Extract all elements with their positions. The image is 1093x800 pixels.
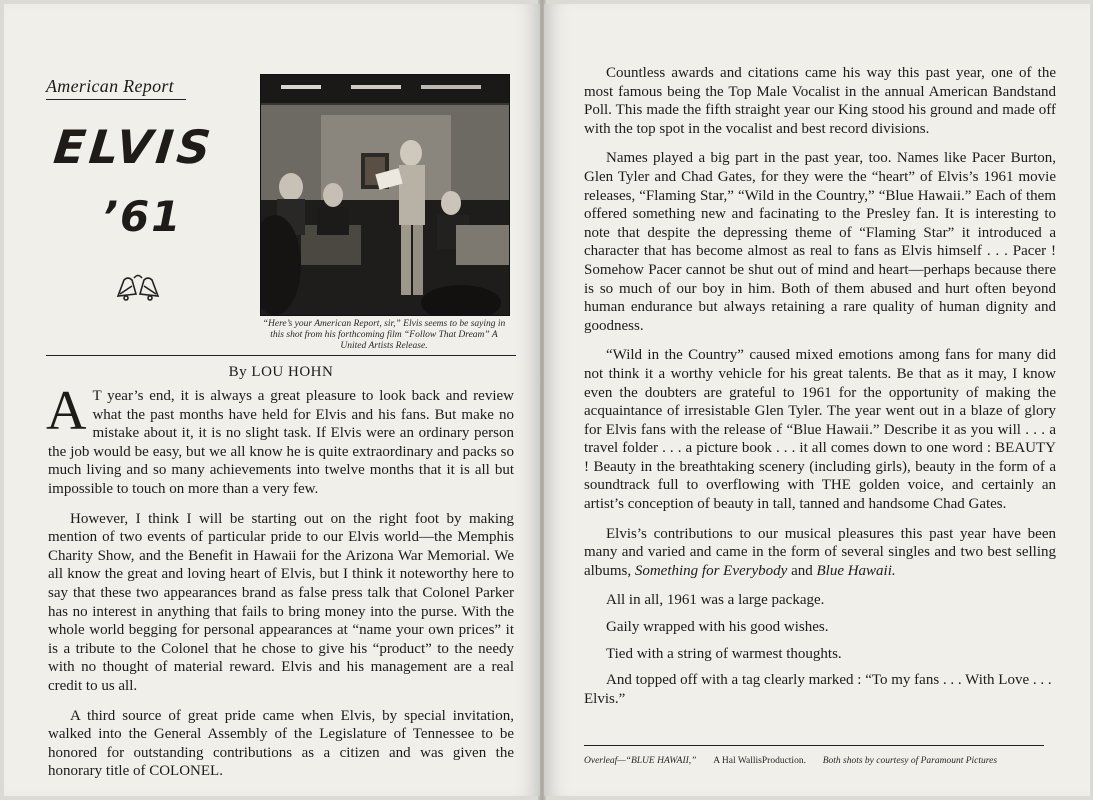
paragraph-text: T year’s end, it is always a great pleasure to look back and review what the past months have held for Elvis and his fans. But make no mistake about it, it is no slight task. If Elvis were an ordinary person the job would be easy, but we all know he is quite extraordinary and packs so much living and so many achievements into twelve months that it is all but impossible to touch on more than a very few. [48,388,514,497]
albums-intro: Elvis’s contributions to our musical pleasures this past year have been many and varied and came in the form of several singles and two best selling albums, [584,525,1056,579]
photo-caption: “Here’s your American Report, sir,” Elvis seems to be saying in this shot from his forthcoming film “Follow That Dream” A United Artists Release. [262,319,506,351]
paragraph [46,380,514,499]
article-year: ’61 [102,192,183,241]
section-divider [46,355,516,356]
paragraph [584,525,1056,581]
closing-line: Tied with a string of warmest thoughts. [606,645,842,662]
section-label: American Report [46,76,186,100]
article-body-left [46,380,514,792]
footer-credits: Both shots by courtesy of Paramount Pictures [822,756,998,766]
photo-credits-footer [584,756,1054,766]
bell-ornament-icon [112,272,164,307]
paragraph: A third source of great pride came when Elvis, by special invitation, walked into the General Assembly of the Legislature of Tennessee to be honored for outstanding contributions as a citizen and was given the honorary title of COLONEL. [48,707,514,780]
article-title: ELVIS [51,120,218,174]
paragraph: “Wild in the Country” caused mixed emotions among fans for many did not think it a worthy vehicle for his great talents. Be that as it may, I know even the doubters are grateful to 1961 for the opportunity of making the acquaintance of irresistable Glen Tyler. The year went out in a blaze of glory for Elvis fans with the release of “Blue Hawaii.” Describe it as you will . . . a travel folder . . . a picture book . . . it all comes down to one word : BEAUTY ! Beauty in the breathtaking scenery (including girls), beauty in the form of a soundtrack full to overflowing with THE golden voice, and certainly an artist’s conception of beauty in tall, tanned and handsome Chad Gates. [584,347,1056,513]
left-page [4,4,540,796]
album-title: Blue Hawaii. [816,562,896,579]
closing-line: And topped off with a tag clearly marked : “To my fans . . . With Love . . . Elvis.” [584,672,1052,707]
albums-and: and [787,562,817,579]
footer-producer: A Hal WallisProduction. [713,756,806,766]
footer-divider [584,745,1044,746]
right-page [544,4,1090,796]
article-body-right [584,64,1056,716]
closing-line: All in all, 1961 was a large package. [606,592,825,609]
footer-overleaf: Overleaf—“BLUE HAWAII,” [584,756,697,766]
closing-line: Gaily wrapped with his good wishes. [606,619,829,636]
drop-cap: A [46,380,87,442]
paragraph: Countless awards and citations came his way this past year, one of the most famous being the Top Male Vocalist in the annual American Bandstand Poll. This made the fifth straight year our King stood his ground and made off with the top spot in the vocalist and best record divisions. [584,65,1056,137]
byline: By LOU HOHN [228,364,334,380]
paragraph: However, I think I will be starting out on the right foot by making mention of two events of particular pride to our Elvis world—the Memphis Charity Show, and the Benefit in Hawaii for the Arizona War Memorial. We all know the great and loving heart of Elvis, but I think it noteworthy here to say that these two appearances brand as false press talk that Colonel Parker has no interest in anything that fails to bring money into the purse. With the whole world begging for personal appearances at “name your own prices” it is a tribute to the Colonel that he chose to give his “product” to the needy with no thought of material reward. Elvis and his management are a real credit to us all. [48,510,514,694]
film-still-photo [260,74,510,316]
paragraph: Names played a big part in the past year, too. Names like Pacer Burton, Glen Tyler and Chad Gates, for they were the “heart” of Elvis’s 1961 movie releases, “Flaming Star,” “Wild in the Country,” “Blue Hawaii.” Each of them offered something new and facinating to the Presley fan. It is interesting to note that despite the depressing theme of “Flaming Star” it introduced a character that has become almost as real to fans as Elvis himself . . . Pacer ! Somehow Pacer cannot be shut out of mind and heart—perhaps because there is so much of our boy in him. Both of them abused and hurt often beyond human endurance but always retaining a rare quality of human dignity and goodness. [584,150,1056,334]
album-title: Something for Everybody [634,562,788,579]
